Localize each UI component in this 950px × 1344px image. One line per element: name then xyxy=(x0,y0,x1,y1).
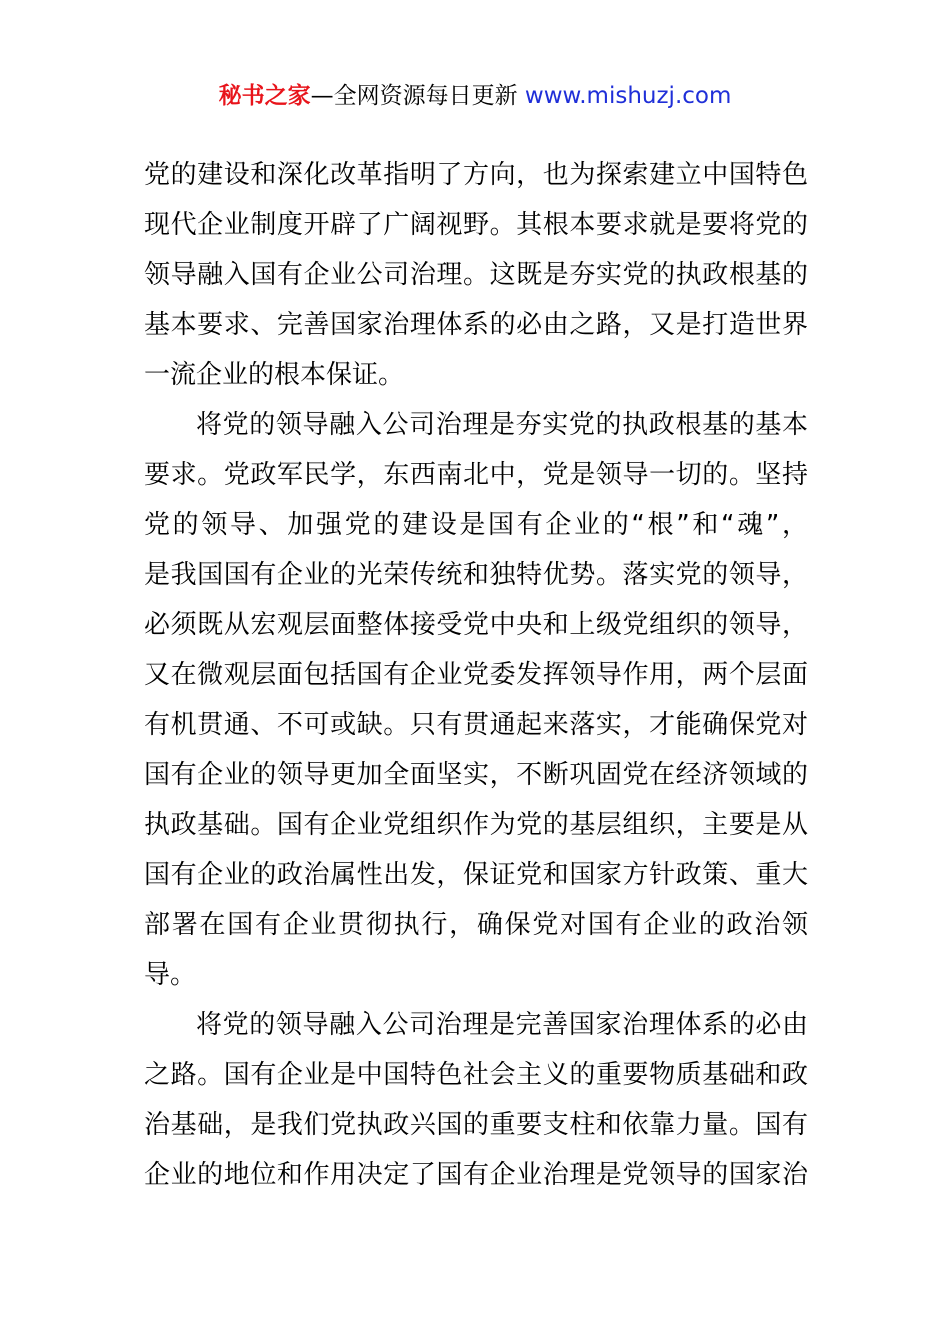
text-line: 之路。国有企业是中国特色社会主义的重要物质基础和政 xyxy=(144,1060,808,1090)
text-line: 将党的领导融入公司治理是夯实党的执政根基的基本 xyxy=(196,410,808,440)
text-line: 基本要求、完善国家治理体系的必由之路，又是打造世界 xyxy=(144,310,808,340)
text-line: 治基础，是我们党执政兴国的重要支柱和依靠力量。国有 xyxy=(144,1110,808,1140)
site-url-link[interactable]: www.mishuzj.com xyxy=(524,83,732,109)
text-line: 执政基础。国有企业党组织作为党的基层组织，主要是从 xyxy=(144,810,808,840)
text-line: 是我国国有企业的光荣传统和独特优势。落实党的领导， xyxy=(144,560,808,590)
site-brand: 秘书之家 xyxy=(218,83,311,109)
text-line: 导。 xyxy=(144,960,197,990)
site-header xyxy=(0,80,950,112)
text-line: 又在微观层面包括国有企业党委发挥领导作用，两个层面 xyxy=(144,660,808,690)
text-line: 党的领导、加强党的建设是国有企业的“根”和“魂”， xyxy=(144,510,808,540)
text-line: 领导融入国有企业公司治理。这既是夯实党的执政根基的 xyxy=(144,260,808,290)
text-line: 要求。党政军民学，东西南北中，党是领导一切的。坚持 xyxy=(144,460,808,490)
site-slogan: —全网资源每日更新 xyxy=(310,83,518,109)
text-line: 国有企业的政治属性出发，保证党和国家方针政策、重大 xyxy=(144,860,808,890)
text-line: 一流企业的根本保证。 xyxy=(144,360,405,390)
text-line: 国有企业的领导更加全面坚实，不断巩固党在经济领域的 xyxy=(144,760,808,790)
text-line: 有机贯通、不可或缺。只有贯通起来落实，才能确保党对 xyxy=(144,710,808,740)
text-line: 党的建设和深化改革指明了方向，也为探索建立中国特色 xyxy=(144,160,808,190)
text-line: 企业的地位和作用决定了国有企业治理是党领导的国家治 xyxy=(144,1160,808,1190)
text-line: 现代企业制度开辟了广阔视野。其根本要求就是要将党的 xyxy=(144,210,808,240)
text-line: 将党的领导融入公司治理是完善国家治理体系的必由 xyxy=(196,1010,808,1040)
text-line: 部署在国有企业贯彻执行，确保党对国有企业的政治领 xyxy=(144,910,808,940)
document-body xyxy=(144,150,808,1200)
text-line: 必须既从宏观层面整体接受党中央和上级党组织的领导， xyxy=(144,610,808,640)
